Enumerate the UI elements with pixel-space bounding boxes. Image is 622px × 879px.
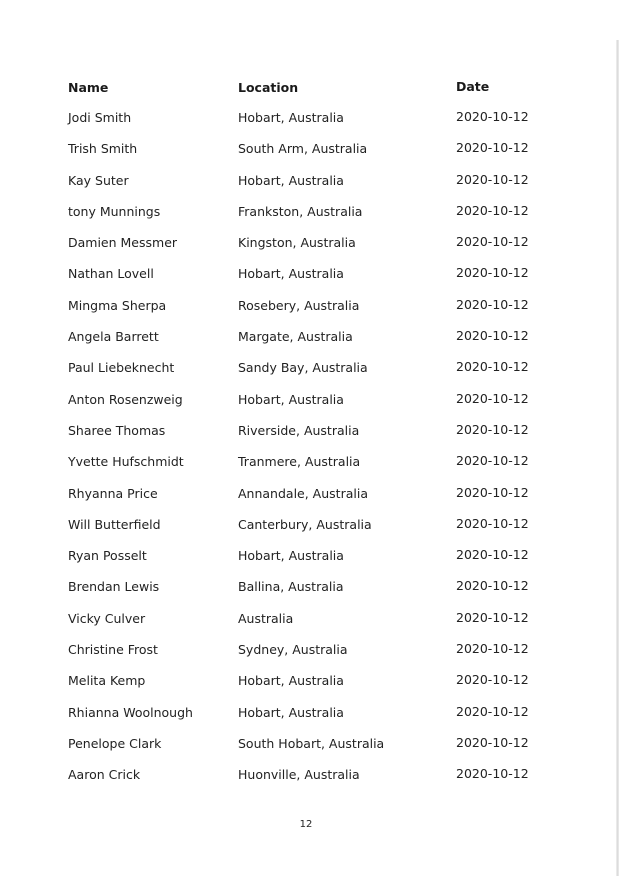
page-edge-shadow [616, 40, 619, 876]
cell-name: Rhyanna Price [68, 485, 158, 501]
cell-location: Frankston, Australia [238, 203, 363, 219]
cell-location: Ballina, Australia [238, 579, 344, 595]
table-row [68, 326, 538, 357]
cell-name: Ryan Posselt [68, 548, 147, 564]
cell-date: 2020-10-12 [456, 641, 529, 657]
cell-name: Aaron Crick [68, 767, 141, 783]
table-row [68, 357, 538, 388]
cell-name: Christine Frost [68, 642, 158, 658]
table-row [68, 420, 538, 451]
cell-name: tony Munnings [68, 203, 161, 219]
cell-location: South Hobart, Australia [238, 735, 385, 751]
cell-date: 2020-10-12 [456, 672, 529, 688]
cell-date: 2020-10-12 [456, 421, 529, 437]
cell-date: 2020-10-12 [456, 547, 529, 563]
cell-location: South Arm, Australia [238, 141, 368, 157]
cell-date: 2020-10-12 [456, 766, 529, 782]
cell-location: Rosebery, Australia [238, 297, 360, 313]
table-row [68, 514, 538, 545]
cell-location: Hobart, Australia [238, 673, 344, 689]
cell-location: Margate, Australia [238, 329, 353, 345]
header-name: Name [68, 80, 109, 95]
cell-location: Hobart, Australia [238, 548, 344, 564]
cell-name: Kay Suter [68, 172, 129, 188]
header-location: Location [238, 80, 299, 95]
cell-name: Mingma Sherpa [68, 297, 167, 313]
table-header-row [68, 77, 538, 107]
cell-name: Will Butterfield [68, 516, 161, 532]
cell-date: 2020-10-12 [456, 390, 529, 406]
table-row [68, 670, 538, 701]
signatures-table [68, 77, 538, 796]
cell-name: Yvette Hufschmidt [68, 454, 184, 470]
cell-location: Kingston, Australia [238, 235, 356, 251]
cell-location: Hobart, Australia [238, 172, 344, 188]
cell-date: 2020-10-12 [456, 703, 529, 719]
table-row [68, 107, 538, 138]
cell-name: Paul Liebeknecht [68, 360, 175, 376]
cell-date: 2020-10-12 [456, 609, 529, 625]
cell-location: Riverside, Australia [238, 422, 360, 438]
header-date: Date [456, 79, 490, 94]
cell-date: 2020-10-12 [456, 734, 529, 750]
cell-name: Angela Barrett [68, 329, 159, 345]
cell-date: 2020-10-12 [456, 578, 529, 594]
cell-location: Hobart, Australia [238, 266, 344, 282]
cell-date: 2020-10-12 [456, 296, 529, 312]
table-row [68, 733, 538, 764]
table-row [68, 483, 538, 514]
cell-location: Sydney, Australia [238, 642, 348, 658]
cell-name: Melita Kemp [68, 673, 146, 689]
cell-location: Sandy Bay, Australia [238, 360, 368, 376]
table-row [68, 545, 538, 576]
cell-location: Australia [238, 610, 294, 626]
cell-date: 2020-10-12 [456, 109, 529, 124]
table-row [68, 702, 538, 733]
cell-date: 2020-10-12 [456, 202, 529, 218]
table-row [68, 451, 538, 482]
table-row [68, 389, 538, 420]
table-row [68, 764, 538, 795]
cell-date: 2020-10-12 [456, 328, 529, 344]
cell-location: Huonville, Australia [238, 767, 360, 783]
cell-date: 2020-10-12 [456, 515, 529, 531]
table-row [68, 201, 538, 232]
cell-name: Anton Rosenzweig [68, 391, 183, 407]
cell-location: Hobart, Australia [238, 110, 344, 125]
cell-name: Nathan Lovell [68, 266, 154, 282]
cell-name: Vicky Culver [68, 610, 146, 626]
table-row [68, 295, 538, 326]
cell-date: 2020-10-12 [456, 140, 529, 156]
table-row [68, 639, 538, 670]
cell-date: 2020-10-12 [456, 453, 529, 469]
table-row [68, 138, 538, 169]
cell-location: Hobart, Australia [238, 704, 344, 720]
table-row [68, 608, 538, 639]
cell-name: Rhianna Woolnough [68, 704, 193, 720]
cell-name: Sharee Thomas [68, 422, 166, 438]
cell-name: Brendan Lewis [68, 579, 160, 595]
cell-location: Tranmere, Australia [238, 454, 361, 470]
cell-date: 2020-10-12 [456, 359, 529, 375]
table-row [68, 170, 538, 201]
cell-date: 2020-10-12 [456, 234, 529, 250]
cell-date: 2020-10-12 [456, 171, 529, 187]
page-number: 12 [299, 819, 313, 830]
cell-date: 2020-10-12 [456, 265, 529, 281]
cell-location: Canterbury, Australia [238, 516, 372, 532]
table-row [68, 263, 538, 294]
cell-location: Hobart, Australia [238, 391, 344, 407]
cell-name: Damien Messmer [68, 235, 178, 251]
cell-name: Penelope Clark [68, 735, 162, 751]
cell-name: Jodi Smith [68, 110, 132, 125]
cell-date: 2020-10-12 [456, 484, 529, 500]
cell-name: Trish Smith [68, 141, 138, 157]
table-row [68, 232, 538, 263]
table-row [68, 576, 538, 607]
cell-location: Annandale, Australia [238, 485, 368, 501]
table-body [68, 107, 538, 796]
